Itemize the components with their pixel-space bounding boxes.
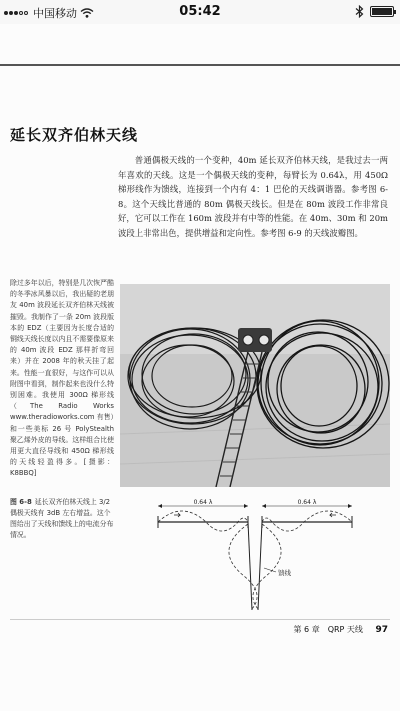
section-title: 延长双齐伯林天线	[10, 126, 139, 144]
battery-icon	[370, 6, 394, 17]
figure-caption	[10, 497, 114, 541]
bluetooth-icon	[355, 5, 364, 18]
status-bar	[0, 0, 400, 24]
current-distribution-diagram	[130, 498, 390, 618]
body-paragraph: 普通偶极天线的一个变种，40m 延长双齐伯林天线，是我过去一两年喜欢的天线。这是一个偶极天线的变种，每臂长为 0.64λ，用 450Ω 梯形线作为馈线，连接到一个内有 4：1 巴伦的天线调谐器。参考图 6-8。这个天线比普通的 80m 偶极天线长。但是在 80m 波段工作非常良好，它可以工作在 160m 波段并有中等的性能。在 40m、30m 和 20m 波段上非常出色，提供增益和定向性。参考图 6-9 的天线波瓣图。	[118, 155, 388, 238]
header-rule	[0, 64, 400, 66]
dimension-label-left: 0.64 λ	[193, 499, 213, 506]
battery-level	[372, 8, 392, 15]
feedline-label: 馈线	[278, 569, 291, 577]
page-footer	[294, 624, 388, 635]
clock: 05:42	[179, 4, 221, 19]
page-number: 97	[375, 625, 388, 635]
sidebar-note: 除过多年以后，特别是几次恢严酷的冬季冰风暴以后，我出疑的老朋友 40m 波段延长双齐伯林天线被摧毁。我制作了一条 20m 波段版本的 EDZ（主要因为长度合适的铜线天线长度以内且不需要像原来的 40m 波段 EDZ 那样折弯回来）并在 2008 年的秋天挂了起来。性能一直很好，与这作可以从附图中看到，制作起来也没什么特别困难。我使用 300Ω 梯形线（The Radio Works www.theradioworks.com 有售）和一些美标 26 号 PolyStealth 聚乙烯外皮的导线。这样组合比使用更大直径导线和 450Ω 梯形线的天线轻盈得多。[摄影：K8BBQ]	[10, 279, 114, 478]
chapter-label: 第 6 章 QRP 天线	[293, 625, 363, 634]
footer-rule	[10, 619, 390, 620]
status-right	[355, 5, 394, 18]
carrier-name: 中国移动	[33, 7, 77, 20]
figure-caption-text: 延长双齐伯林天线上 3/2 偶极天线有 3dB 左右增益。这个图给出了天线和馈线上的电流分布情况。	[10, 498, 114, 539]
figure-label: 图 6-8	[10, 498, 32, 506]
dimension-label-right: 0.64 λ	[297, 499, 317, 506]
antenna-photo	[120, 284, 390, 487]
book-page[interactable]	[0, 24, 400, 711]
